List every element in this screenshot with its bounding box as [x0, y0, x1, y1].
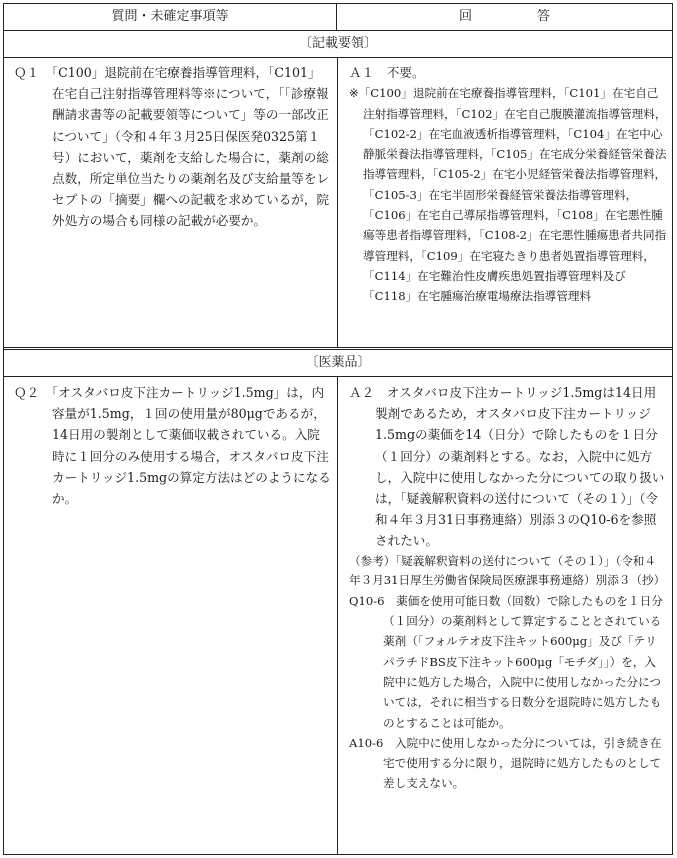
question-1 — [14, 62, 332, 232]
header-answer: 回 答 — [458, 9, 576, 24]
answer-1-text: Ａ１ 不要。 — [349, 65, 425, 80]
answer-1 — [349, 62, 667, 306]
section-divider — [4, 57, 672, 58]
answer-2-text: Ａ２ オスタバロ皮下注カートリッジ1.5mgは14日用製剤であるため，オスタバロ皮下注カートリッジ1.5mgの薬価を14（日分）で除したものを１日分（１回分）の薬剤料とする。なお，入院中に処方し，入院中に使用しなかった分についての取り扱いは，「疑義解釈資料の送付について（その１）」（令和４年３月31日事務連絡）別添３のQ10-6を参照されたい。 — [349, 385, 665, 549]
qa-table — [3, 3, 673, 855]
section-divider — [4, 376, 672, 377]
table-header-row — [4, 4, 672, 31]
question-2-text: Ｑ２ 「オスタバロ皮下注カートリッジ1.5mg」は，内容量が1.5mg，１回の使用量が80μgであるが，14日用の製剤として薬価収載されている。入院時に１回分のみ使用する場合，オスタバロ皮下注カートリッジ1.5mgの算定方法はどのようになるか。 — [14, 385, 331, 507]
reference-question: Q10-6 薬価を使用可能日数（回数）で除したものを１日分（１回分）の薬剤料として算定することとされている薬剤（「フォルテオ皮下注キット600μg」及び「テリパラチドBS皮下注キット600μg「モチダ」」）を，入院中に処方した場合，入院中に使用しなかった分については，それに相当する日数分を退院時に処方したものとすることは可能か。 — [349, 593, 663, 730]
question-1-text: Ｑ１ 「C100」退院前在宅療養指導管理料，「C101」在宅自己注射指導管理料等※について，「「診療報酬請求書等の記載要領等について」等の一部改正について」（令和４年３月25日保医発0325第１号）において，薬剤を支給した場合に，薬剤の総点数，所定単位当たりの薬剤名及び支給量等をレセプトの「摘要」欄への記載を求めているが，院外処方の場合も同様の記載が必要か。 — [14, 65, 330, 229]
section-title-iyakuhin: 〔医薬品〕 — [305, 355, 371, 370]
reference-title: （参考）「疑義解釈資料の送付について（その１）」（令和４年３月31日厚生労働省保険局医療課事務連絡）別添３（抄） — [349, 553, 666, 588]
column-divider — [337, 376, 338, 855]
question-2 — [14, 382, 332, 509]
reference-answer: A10-6 入院中に使用しなかった分については，引き続き在宅で使用する分に限り，退院時に処方したものとして差し支えない。 — [349, 735, 662, 791]
column-divider — [337, 57, 338, 347]
section-title-kisai: 〔記載要領〕 — [298, 36, 377, 51]
answer-2 — [349, 382, 667, 794]
answer-1-note: ※「C100」退院前在宅療養指導管理料，「C101」在宅自己注射指導管理料，「C102」在宅自己腹膜灌流指導管理料，「C102-2」在宅血液透析指導管理料，「C104」在宅中心静脈栄養法指導管理料，「C105」在宅成分栄養経管栄養法指導管理料，「C105-2」在宅小児経管栄養法指導管理料，「C105-3」在宅半固形栄養経管栄養法指導管理料，「C106」在宅自己導尿指導管理料，「C108」在宅悪性腫瘍等患者指導管理料，「C108-2」在宅悪性腫瘍患者共同指導管理料，「C109」在宅寝たきり患者処置指導管理料，「C114」在宅難治性皮膚疾患処置指導管理料及び「C118」在宅腫瘍治療電場療法指導管理料 — [349, 86, 667, 304]
header-question: 質問・未確定事項等 — [4, 4, 337, 30]
